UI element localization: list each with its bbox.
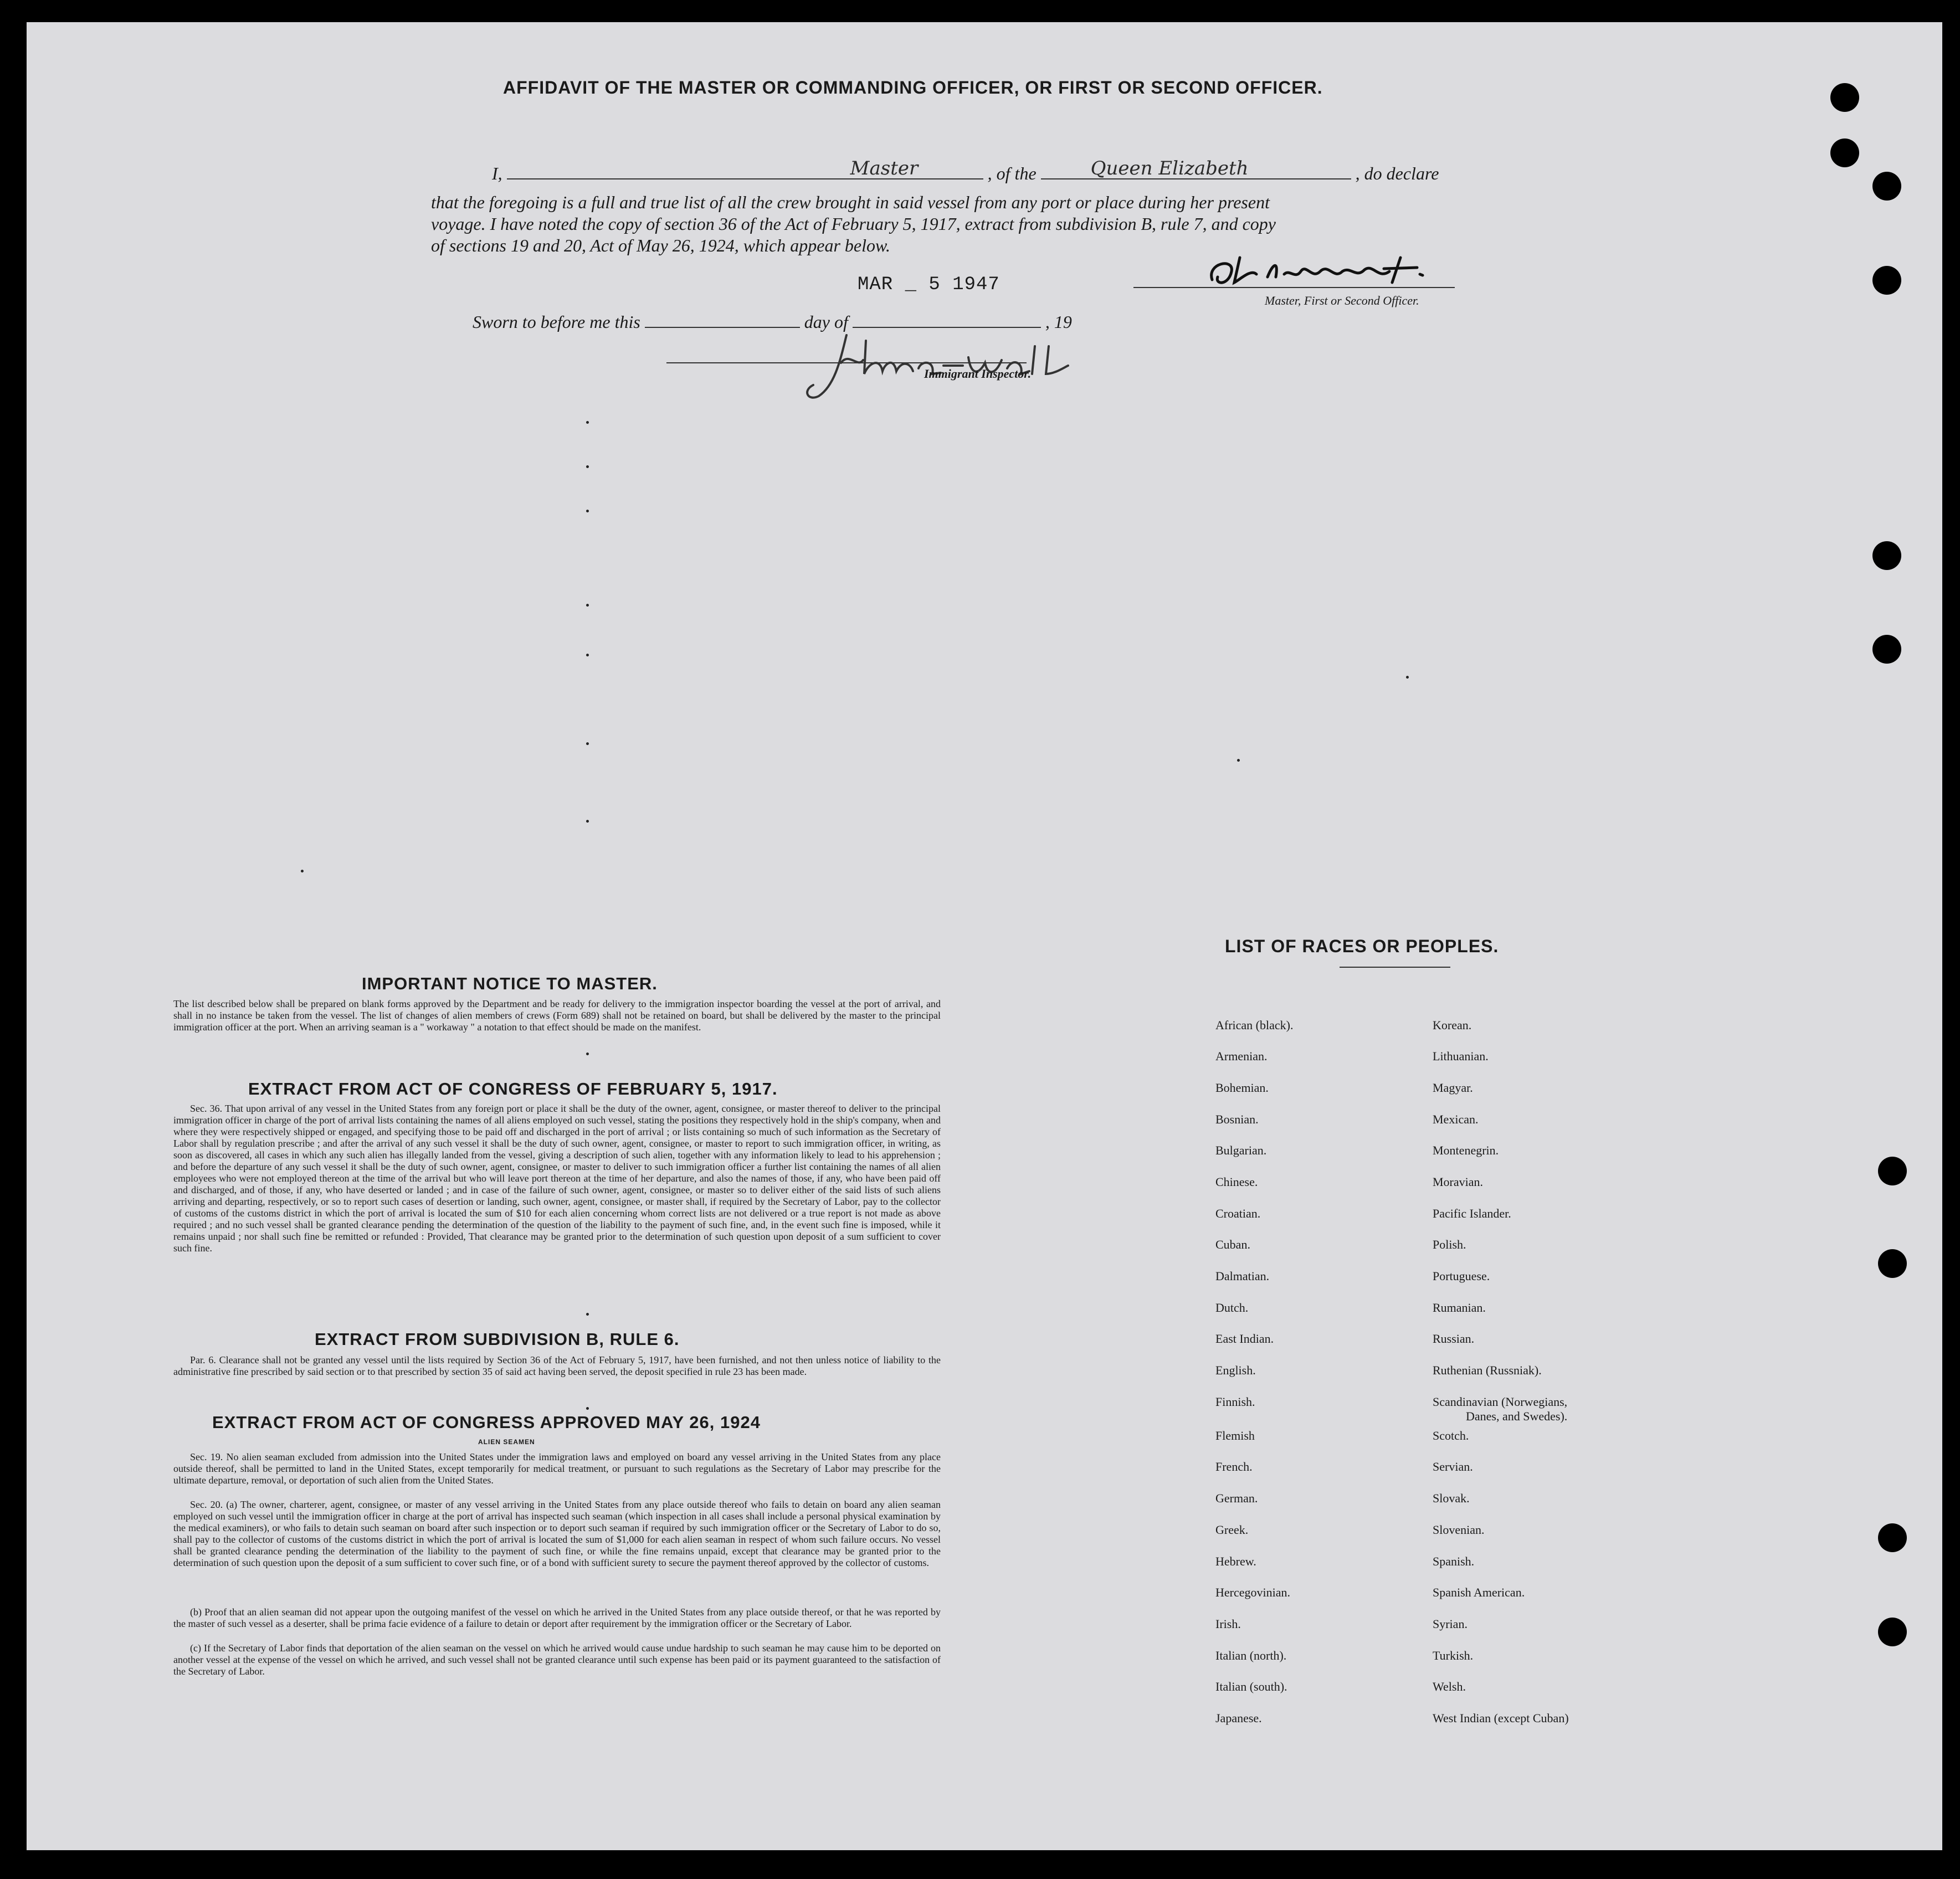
race-item: Slovenian. [1433,1523,1485,1537]
master-caption: Master, First or Second Officer. [1265,294,1419,307]
affidavit-line-3: voyage. I have noted the copy of section 36 of the Act of February 5, 1917, extract from subdivision B, rule 7, and copy [431,214,1276,234]
punch-hole [1872,541,1901,570]
race-item: Servian. [1433,1460,1473,1474]
race-item: German. [1215,1491,1258,1505]
punch-hole [1872,266,1901,295]
master-signature [1201,247,1489,296]
extract-1924-sec20b: (b) Proof that an alien seaman did not appear upon the outgoing manifest of the vessel on which he arrived in the United States from any place outside thereof, or that he was reported by the master of such vessel as a deserter, shall be prima facie evidence of a failure to detain or deport after requirement by the immigration officer or the Secretary of Labor. [173,1606,941,1629]
race-item: Chinese. [1215,1175,1258,1189]
race-item: Spanish. [1433,1554,1475,1568]
race-item: Turkish. [1433,1649,1474,1662]
race-item: Pacific Islander. [1433,1207,1511,1220]
race-item: Hercegovinian. [1215,1585,1290,1599]
extract-1917-body: Sec. 36. That upon arrival of any vessel in the United States from any foreign port or place it shall be the duty of the owner, agent, consignee, or master thereof to deliver to the principal immigration officer in charge of the port of arrival lists containing the names of all aliens employed on such vessel, stating the positions they respectively hold in the ship's company, when and where they were respectively shipped or engaged, and specifying those to be paid off and discharged in the port of arrival ; or lists containing so much of such information as the Secretary of Labor shall by regulation prescribe ; and after the arrival of any such vessel it shall be the duty of such owner, agent, consignee, or master to report to such immigration officer, in writing, as soon as discovered, all cases in which any such alien has illegally landed from the vessel, giving a description of such alien, together with any information likely to lead to his apprehension ; and before the departure of any such vessel it shall be the duty of such owner, agent, consignee, or master to deliver to such immigration officer a further list containing the names of all alien employees who were not employed thereon at the time of the arrival but who will leave port thereon at the time of her departure, and also the names of those, if any, who have been paid off and discharged, and of those, if any, who have deserted or landed ; and in case of the failure of such owner, agent, consignee, or master so to deliver either of the said lists of such aliens arriving and departing, respectively, or so to report such cases of desertion or landing, such owner, agent, consignee, or master shall, if required by the Secretary of Labor, pay to the collector of customs of the customs district in which the port of arrival is located the sum of $10 for each alien concerning whom correct lists are not delivered or a true report is not made as above required ; and no such vessel shall be granted clearance pending the determination of the question of the liability to the payment of such fine, and, in the event such fine is imposed, while it remains unpaid ; nor shall such fine be remitted or refunded : Provided, That clearance may be granted prior to the determination of such question upon deposit of a sum sufficient to cover such fine. [173,1103,941,1254]
race-item: French. [1215,1460,1253,1474]
punch-hole [1878,1249,1907,1278]
of-the-text: , of the [987,163,1037,183]
race-item: English. [1215,1363,1256,1377]
speck [586,465,589,468]
race-item: Mexican. [1433,1112,1479,1126]
affidavit-title: AFFIDAVIT OF THE MASTER OR COMMANDING OFFICER, OR FIRST OR SECOND OFFICER. [503,78,1323,97]
race-item: Lithuanian. [1433,1049,1489,1063]
race-item: Korean. [1433,1018,1472,1032]
speck [586,1313,589,1316]
race-item: Armenian. [1215,1049,1268,1063]
races-title: LIST OF RACES OR PEOPLES. [1225,936,1499,956]
race-item: Japanese. [1215,1711,1262,1725]
race-item: Cuban. [1215,1238,1250,1251]
speck [586,604,589,607]
race-item: African (black). [1215,1018,1294,1032]
punch-hole [1878,1523,1907,1552]
race-item: Bosnian. [1215,1112,1259,1126]
inspector-signature-line [666,362,1027,363]
race-item: Rumanian. [1433,1301,1486,1315]
extract-1924-title: EXTRACT FROM ACT OF CONGRESS APPROVED MAY 26, 1924 [212,1413,761,1432]
year-prefix: , 19 [1045,312,1072,332]
officer-title-handwritten: Master [850,157,919,179]
punch-hole [1872,172,1901,201]
extract-rule6-body: Par. 6. Clearance shall not be granted any vessel until the lists required by Section 36 of the Act of February 5, 1917, have been furnished, and not then unless notice of liability to the administrative fine prescribed by said section or to that prescribed by section 35 of said act having been served, the deposit specified in rule 23 has been made. [173,1354,941,1377]
race-item: Dalmatian. [1215,1269,1270,1283]
sworn-prefix: Sworn to before me this [473,312,640,332]
extract-1924-sec20c: (c) If the Secretary of Labor finds that deportation of the alien seaman on the vessel on which he arrived would cause undue hardship to such seaman he may cause him to be deported on another vessel at the expense of the vessel on which he arrived, and such vessel shall not be granted clearance until such expense has been paid or its payment guaranteed to the satisfaction of the Secretary of Labor. [173,1642,941,1677]
speck [586,1053,589,1055]
speck [586,742,589,745]
punch-hole [1872,635,1901,664]
race-item: Italian (south). [1215,1680,1287,1693]
race-item: Spanish American. [1433,1585,1525,1599]
affidavit-prefix: I, [492,163,502,183]
speck [586,1407,589,1410]
speck [586,510,589,512]
race-item: Magyar. [1433,1081,1473,1095]
sworn-day-field [645,310,800,328]
race-item: Croatian. [1215,1207,1261,1220]
affidavit-line-2: that the foregoing is a full and true list of all the crew brought in said vessel from any port or place during her present [431,192,1270,212]
race-item: Italian (north). [1215,1649,1287,1662]
race-item: Ruthenian (Russniak). [1433,1363,1542,1377]
race-item: Bulgarian. [1215,1143,1267,1157]
speck [301,870,304,872]
notice-title: IMPORTANT NOTICE TO MASTER. [362,974,658,993]
notice-body: The list described below shall be prepared on blank forms approved by the Department and be ready for delivery to the immigration inspector boarding the vessel at the port of arrival, and shall in no instance be taken from the vessel. The list of changes of alien members of crews (Form 689) shall not be retained on board, but shall be delivered by the master to the principal immigration officer at the port. When an arriving seaman is a " workaway " a notation to that effect should be made on the manifest. [173,998,941,1033]
race-item: Welsh. [1433,1680,1466,1693]
speck [586,820,589,823]
vessel-name-handwritten: Queen Elizabeth [1090,157,1249,179]
inspector-caption: Immigrant Inspector. [924,367,1032,381]
race-item: Slovak. [1433,1491,1470,1505]
punch-hole [1830,83,1859,112]
speck [1237,759,1240,762]
race-item: Greek. [1215,1523,1249,1537]
extract-1924-sec20a: Sec. 20. (a) The owner, charterer, agent, consignee, or master of any vessel arriving in the United States from any place outside thereof who fails to detain on board any alien seaman employed on such vessel until the immigration officer in charge at the port of arrival has inspected such seaman (which inspection in all cases shall include a personal physical examination by the medical examiners), or who fails to detain such seaman on board after such inspection or to deport such seaman if required by such immigration officer or the Secretary of Labor to do so, shall pay to the collector of customs of the customs district in which the port of arrival is located the sum of $1,000 for each alien seaman in respect of whom such failure occurs. No vessel shall be granted clearance pending the determination of the liability to the payment of such fine, or while the fine remains unpaid, except that clearance may be granted prior to the determination of such question upon the deposit of a sum sufficient to cover such fine, or of a bond with sufficient surety to secure the payment thereof approved by the collector of customs. [173,1499,941,1568]
vessel-name-field [1041,157,1351,179]
race-item: Syrian. [1433,1617,1468,1631]
race-item: Bohemian. [1215,1081,1269,1095]
race-item: Flemish [1215,1429,1255,1442]
document-page [27,22,1942,1850]
race-item: Russian. [1433,1332,1475,1346]
race-item: East Indian. [1215,1332,1274,1346]
do-declare-text: , do declare [1355,163,1439,183]
inspector-signature [802,324,1112,407]
race-item: West Indian (except Cuban) [1433,1711,1569,1725]
race-item: Irish. [1215,1617,1241,1631]
race-item: Finnish. [1215,1395,1255,1409]
speck [1406,676,1409,679]
affidavit-line-4: of sections 19 and 20, Act of May 26, 1924, which appear below. [431,235,890,255]
punch-hole [1830,138,1859,167]
race-item: Danes, and Swedes). [1466,1409,1568,1423]
extract-1917-title: EXTRACT FROM ACT OF CONGRESS OF FEBRUARY 5, 1917. [248,1079,778,1098]
extract-1924-sec19: Sec. 19. No alien seaman excluded from admission into the United States under the immigration laws and employed on board any vessel arriving in the United States from any place outside thereof, shall be permitted to land in the United States, except temporarily for medical treatment, or pursuant to such regulations as the Secretary of Labor may prescribe for the ultimate departure, removal, or deportation of such alien from the United States. [173,1451,941,1486]
speck [586,421,589,424]
punch-hole [1878,1157,1907,1185]
master-signature-line [1133,287,1455,288]
race-item: Dutch. [1215,1301,1249,1315]
race-item: Moravian. [1433,1175,1484,1189]
punch-hole [1878,1618,1907,1646]
race-item: Scotch. [1433,1429,1469,1442]
stamp-date: MAR _ 5 1947 [858,274,1000,295]
extract-1924-subtitle: ALIEN SEAMEN [478,1438,535,1446]
race-item: Scandinavian (Norwegians, [1433,1395,1568,1409]
race-item: Montenegrin. [1433,1143,1499,1157]
extract-rule6-title: EXTRACT FROM SUBDIVISION B, RULE 6. [315,1329,680,1349]
day-of-text: day of [804,312,848,332]
officer-title-field [507,157,983,179]
affidavit-line-1 [492,157,1439,184]
races-title-rule [1340,967,1450,968]
race-item: Polish. [1433,1238,1466,1251]
speck [586,654,589,656]
race-item: Hebrew. [1215,1554,1256,1568]
race-item: Portuguese. [1433,1269,1490,1283]
